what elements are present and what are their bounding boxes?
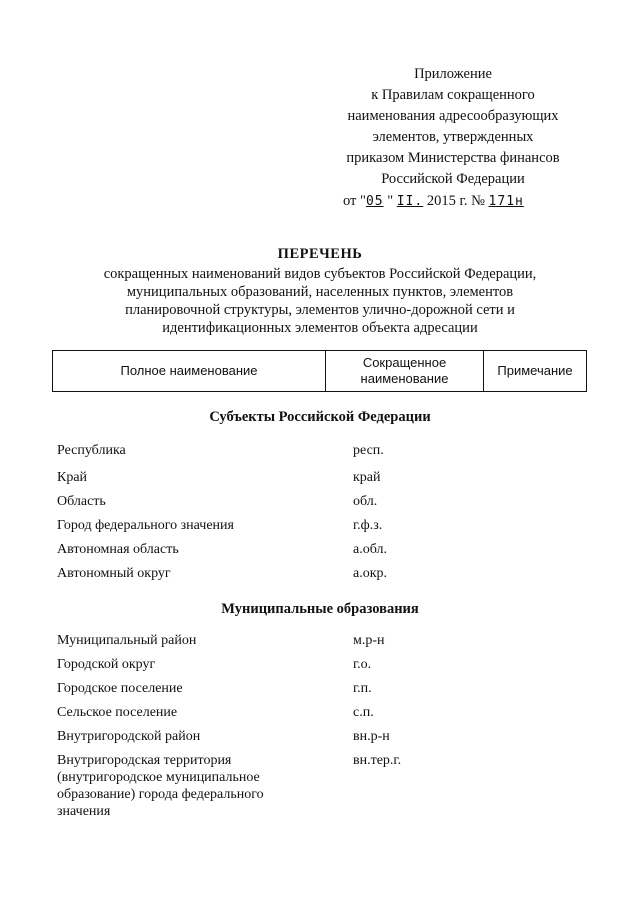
section-title: Субъекты Российской Федерации [209,409,431,425]
row-full-name: Внутригородская территория (внутригородское муниципальное образование) города федерального значения [57,753,264,819]
appendix-line: приказом Министерства финансов [346,150,560,166]
document-subtitle: сокращенных наименований видов субъектов Российской Федерации, муниципальных образований, населенных пунктов, элементов планировочной структуры, элементов улично-дорожной сети и идентификационных элементов объекта адресации [103,266,537,336]
document-title: ПЕРЕЧЕНЬ [277,246,363,262]
row-short-name: а.окр. [353,566,388,581]
column-note: Примечание [497,363,573,378]
row-short-name: г.ф.з. [353,518,383,533]
row-full-name: Город федерального значения [57,518,234,533]
order-quote: " [387,193,394,209]
order-day: 05 [365,194,384,209]
order-prefix: от " [343,193,366,209]
row-full-name: Сельское поселение [57,705,178,720]
row-short-name: респ. [353,443,384,458]
row-full-name: Городской округ [57,657,156,672]
appendix-header [318,64,588,190]
row-short-name: с.п. [353,705,374,720]
row-full-name: Муниципальный район [57,633,197,648]
section-title: Муниципальные образования [221,601,419,617]
column-full-name: Полное наименование [53,351,326,391]
row-short-name: м.р-н [353,633,385,648]
appendix-line: Российской Федерации [381,171,525,187]
order-year: 2015 г. № [426,193,485,209]
appendix-line: элементов, утвержденных [372,129,534,145]
table-header [52,350,587,392]
row-full-name: Автономный округ [57,566,171,581]
order-month: II. [396,194,424,209]
row-short-name: вн.тер.г. [353,753,402,768]
order-number: 171н [488,194,524,209]
row-short-name: обл. [353,494,378,509]
row-full-name: Автономная область [57,542,179,557]
row-short-name: г.о. [353,657,372,672]
row-full-name: Край [57,470,88,485]
row-short-name: г.п. [353,681,372,696]
row-full-name: Городское поселение [57,681,183,696]
appendix-line: к Правилам сокращенного [371,87,535,103]
order-reference [343,193,524,210]
row-full-name: Область [57,494,106,509]
appendix-line: наименования адресообразующих [347,108,559,124]
row-full-name: Внутригородской район [57,729,201,744]
row-short-name: а.обл. [353,542,387,557]
row-short-name: вн.р-н [353,729,390,744]
appendix-line: Приложение [414,66,492,82]
column-short-name: Сокращенное наименование [326,351,484,391]
row-full-name: Республика [57,443,126,458]
row-short-name: край [353,470,381,485]
